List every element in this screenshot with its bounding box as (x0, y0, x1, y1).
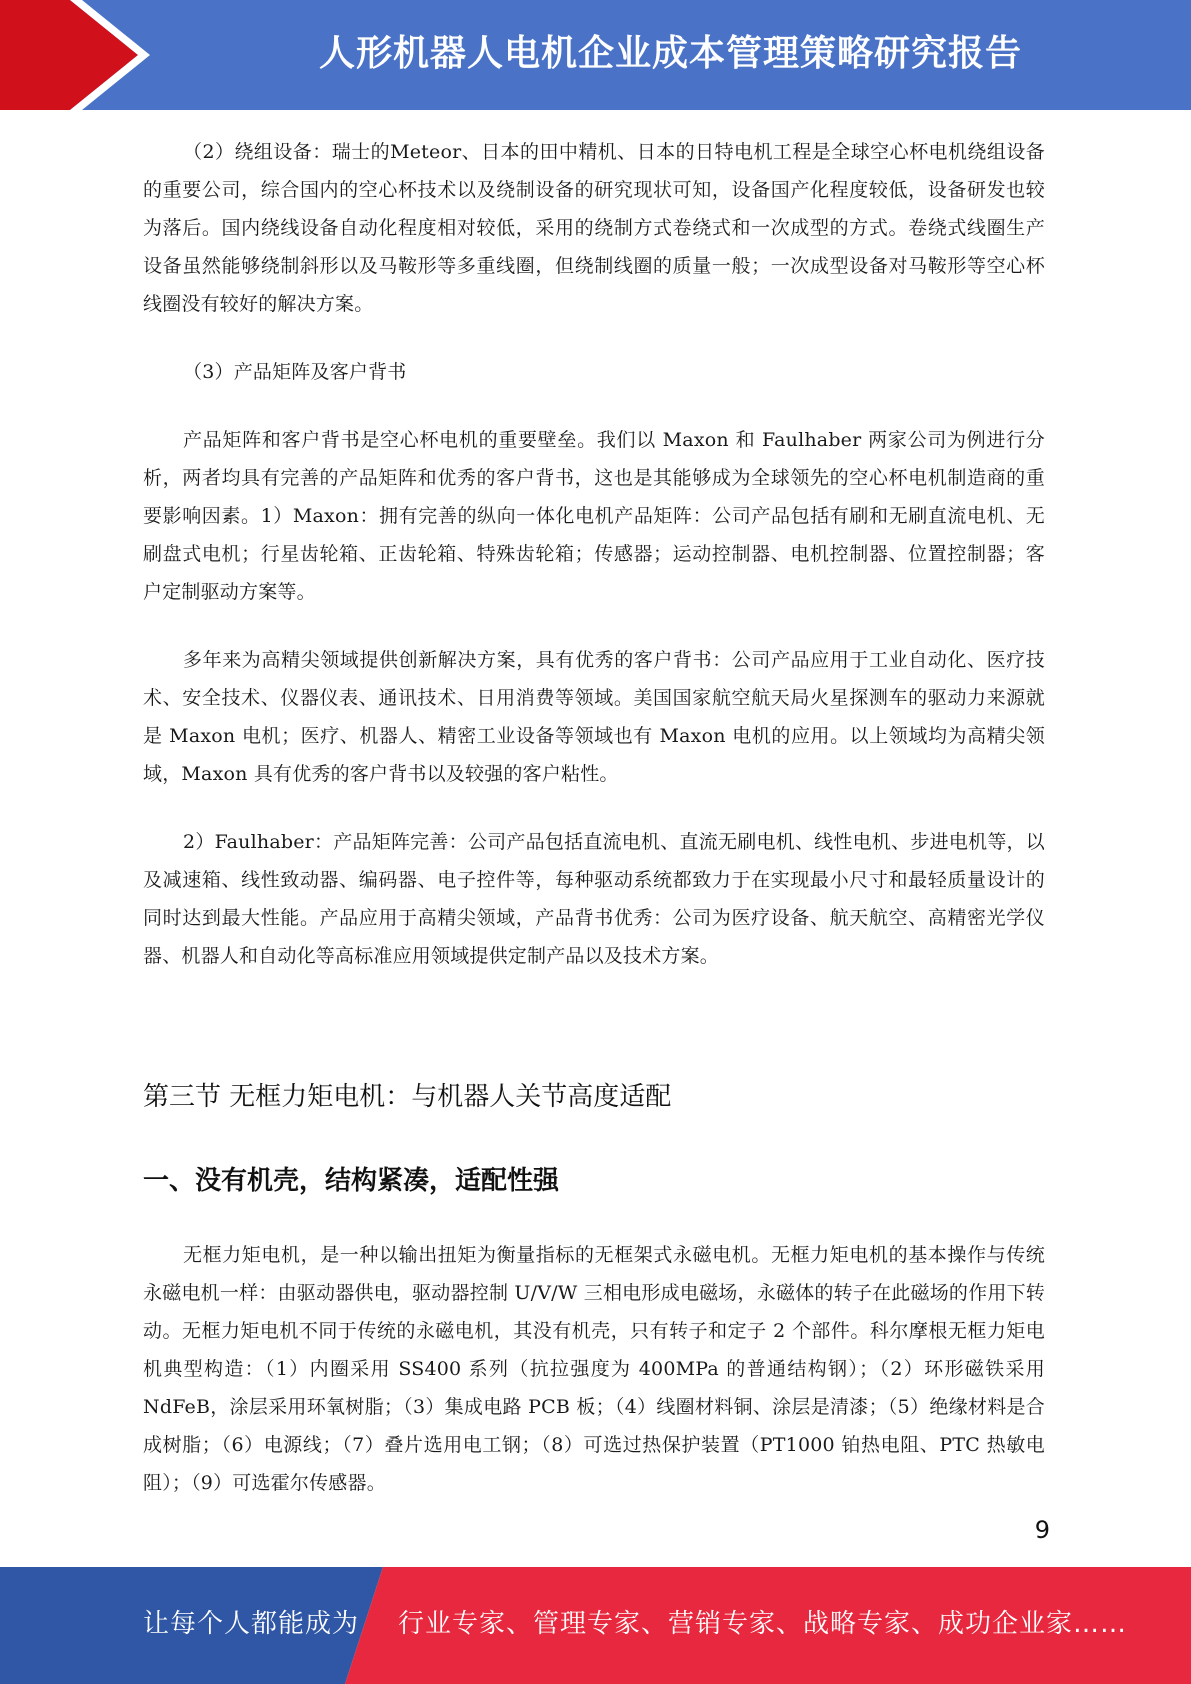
paragraph-faulhaber: 2）Faulhaber：产品矩阵完善：公司产品包括直流电机、直流无刷电机、线性电机、步进电机等，以及减速箱、线性致动器、编码器、电子控件等，每种驱动系统都致力于在实现最小尺寸和最轻质量设计的同时达到最大性能。产品应用于高精尖领域，产品背书优秀：公司为医疗设备、航天航空、高精密光学仪器、机器人和自动化等高标准应用领域提供定制产品以及技术方案。 (143, 831, 1045, 967)
page-header (0, 0, 1191, 110)
section-heading: 第三节 无框力矩电机：与机器人关节高度适配 (143, 1082, 672, 1112)
paragraph-winding-equipment: （2）绕组设备：瑞士的Meteor、日本的田中精机、日本的日特电机工程是全球空心杯电机绕组设备的重要公司，综合国内的空心杯技术以及绕制设备的研究现状可知，设备国产化程度较低，设备研发也较为落后。国内绕线设备自动化程度相对较低，采用的绕制方式卷绕式和一次成型的方式。卷绕式线圈生产设备虽然能够绕制斜形以及马鞍形等多重线圈，但绕制线圈的质量一般；一次成型设备对马鞍形等空心杯线圈没有较好的解决方案。 (143, 141, 1045, 315)
page-number: 9 (1034, 1516, 1050, 1544)
paragraph-customer-endorsement: 多年来为高精尖领域提供创新解决方案，具有优秀的客户背书：公司产品应用于工业自动化、医疗技术、安全技术、仪器仪表、通讯技术、日用消费等领域。美国国家航空航天局火星探测车的驱动力来源就是 Maxon 电机；医疗、机器人、精密工业设备等领域也有 Maxon 电机的应用。以上领域均为高精尖领域，Maxon 具有优秀的客户背书以及较强的客户粘性。 (143, 649, 1045, 785)
footer-slogan-right: 行业专家、管理专家、营销专家、战略专家、成功企业家…… (398, 1609, 1128, 1639)
main-content (143, 133, 1045, 975)
header-title: 人形机器人电机企业成本管理策略研究报告 (318, 33, 1022, 74)
section-content (143, 1236, 1045, 1502)
paragraph-frameless-torque-motor: 无框力矩电机，是一种以输出扭矩为衡量指标的无框架式永磁电机。无框力矩电机的基本操作与传统永磁电机一样：由驱动器供电，驱动器控制 U/V/W 三相电形成电磁场，永磁体的转子在此磁场的作用下转动。无框力矩电机不同于传统的永磁电机，其没有机壳，只有转子和定子 2 个部件。科尔摩根无框力矩电机典型构造：（1）内圈采用 SS400 系列（抗拉强度为 400MPa 的普通结构钢）；（2）环形磁铁采用 NdFeB，涂层采用环氧树脂；（3）集成电路 PCB 板；（4）线圈材料铜、涂层是清漆；（5）绝缘材料是合成树脂；（6）电源线；（7）叠片选用电工钢；（8）可选过热保护装置（PT1000 铂热电阻、PTC 热敏电阻）；（9）可选霍尔传感器。 (143, 1244, 1045, 1494)
footer-slogan-left: 让每个人都能成为 (143, 1609, 360, 1639)
sub-heading: 一、没有机壳，结构紧凑，适配性强 (143, 1166, 560, 1196)
paragraph-product-matrix-heading: （3）产品矩阵及客户背书 (183, 361, 407, 383)
page-footer (0, 1567, 1191, 1684)
paragraph-product-matrix: 产品矩阵和客户背书是空心杯电机的重要壁垒。我们以 Maxon 和 Faulhaber 两家公司为例进行分析，两者均具有完善的产品矩阵和优秀的客户背书，这也是其能够成为全球领先的空心杯电机制造商的重要影响因素。1）Maxon：拥有完善的纵向一体化电机产品矩阵：公司产品包括有刷和无刷直流电机、无刷盘式电机；行星齿轮箱、正齿轮箱、特殊齿轮箱；传感器；运动控制器、电机控制器、位置控制器；客户定制驱动方案等。 (143, 429, 1045, 603)
